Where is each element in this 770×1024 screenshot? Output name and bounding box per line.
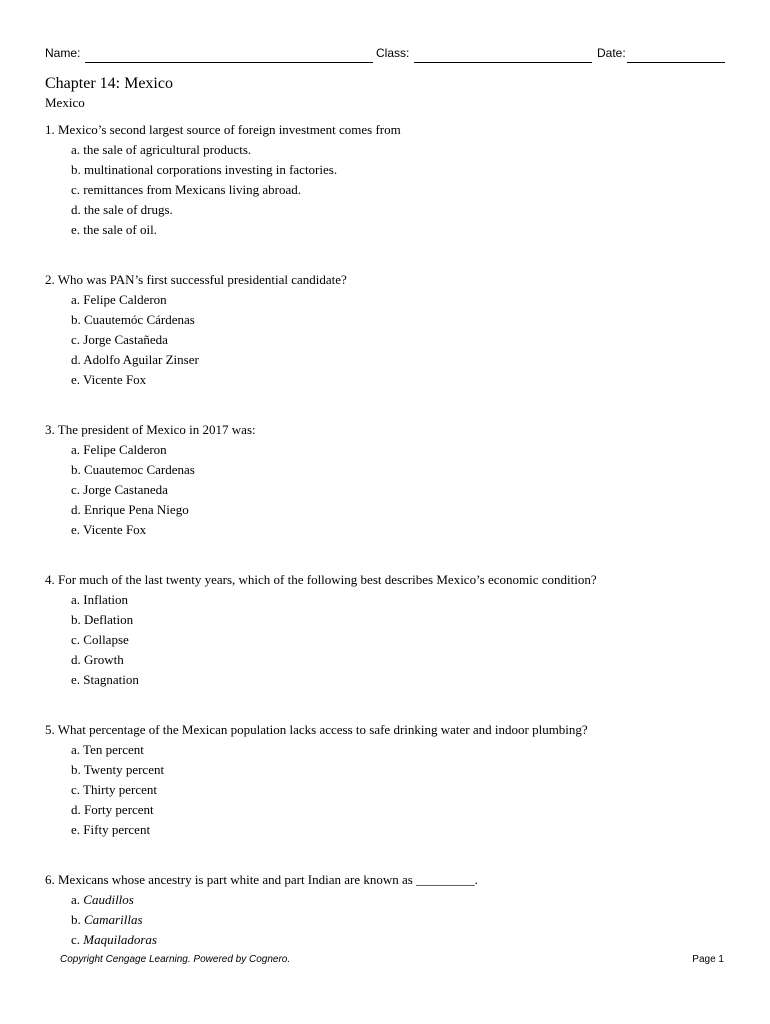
class-label: Class: [376,46,410,60]
option-b[interactable] [71,760,745,780]
option-a[interactable] [71,140,745,160]
option-a[interactable] [71,590,745,610]
option-letter: a. [71,142,81,157]
option-letter: c. [71,182,81,197]
option-letter: e. [71,372,81,387]
option-text: Stagnation [83,672,139,687]
question-text: 6. Mexicans whose ancestry is part white and part Indian are known as _________. [45,872,478,887]
option-d[interactable] [71,800,745,820]
worksheet-header [45,46,725,64]
option-text: multinational corporations investing in factories. [84,162,338,177]
option-text: Felipe Calderon [83,292,167,307]
option-letter: b. [71,762,81,777]
option-text: Maquiladoras [83,932,157,947]
option-text: remittances from Mexicans living abroad. [83,182,301,197]
option-a[interactable] [71,290,745,310]
option-letter: c. [71,782,81,797]
option-d[interactable] [71,500,745,520]
question-6 [45,872,745,950]
option-text: the sale of drugs. [84,202,173,217]
question-text: 5. What percentage of the Mexican population lacks access to safe drinking water and indoor plumbing? [45,722,588,737]
option-b[interactable] [71,160,745,180]
chapter-title: Chapter 14: Mexico [45,75,173,92]
option-a[interactable] [71,890,745,910]
option-c[interactable] [71,630,745,650]
option-letter: c. [71,932,81,947]
question-1 [45,122,745,240]
option-text: Adolfo Aguilar Zinser [83,352,199,367]
option-text: Cuautemoc Cardenas [84,462,195,477]
option-c[interactable] [71,780,745,800]
option-text: the sale of oil. [83,222,157,237]
option-b[interactable] [71,310,745,330]
option-text: Vicente Fox [83,522,147,537]
question-5 [45,722,745,840]
option-b[interactable] [71,610,745,630]
option-c[interactable] [71,180,745,200]
option-text: Vicente Fox [83,372,147,387]
option-c[interactable] [71,330,745,350]
question-text: 4. For much of the last twenty years, which of the following best describes Mexico’s economic condition? [45,572,597,587]
option-text: Camarillas [84,912,143,927]
option-b[interactable] [71,460,745,480]
option-text: Jorge Castaneda [83,482,168,497]
option-text: Ten percent [83,742,144,757]
option-e[interactable] [71,370,745,390]
option-e[interactable] [71,220,745,240]
option-text: Twenty percent [83,762,165,777]
option-letter: a. [71,742,81,757]
option-letter: c. [71,482,81,497]
option-letter: d. [71,352,81,367]
option-letter: d. [71,202,81,217]
option-text: Forty percent [84,802,154,817]
option-letter: a. [71,442,81,457]
option-letter: b. [71,612,81,627]
question-text: 2. Who was PAN’s first successful presidential candidate? [45,272,347,287]
option-text: Thirty percent [83,782,158,797]
option-text: Caudillos [83,892,134,907]
option-b[interactable] [71,910,745,930]
option-d[interactable] [71,200,745,220]
option-text: Collapse [83,632,129,647]
option-text: Jorge Castañeda [83,332,168,347]
option-text: Growth [84,652,124,667]
option-text: Deflation [84,612,134,627]
option-letter: d. [71,802,81,817]
option-c[interactable] [71,480,745,500]
page-number: Page 1 [692,954,724,965]
date-label: Date: [597,46,626,60]
option-text: Enrique Pena Niego [84,502,189,517]
option-e[interactable] [71,520,745,540]
option-c[interactable] [71,930,745,950]
footer-copyright: Copyright Cengage Learning. Powered by Cognero. [60,954,291,965]
option-letter: e. [71,672,81,687]
option-letter: b. [71,462,81,477]
option-letter: e. [71,822,81,837]
option-letter: d. [71,652,81,667]
option-letter: b. [71,312,81,327]
name-label: Name: [45,46,81,60]
option-letter: e. [71,522,81,537]
option-letter: a. [71,892,81,907]
option-letter: a. [71,292,81,307]
class-field-line[interactable] [414,62,592,63]
question-text: 1. Mexico’s second largest source of foreign investment comes from [45,122,401,137]
name-field-line[interactable] [85,62,373,63]
option-text: Felipe Calderon [83,442,167,457]
option-letter: c. [71,632,81,647]
option-letter: b. [71,162,81,177]
date-field-line[interactable] [627,62,725,63]
question-text: 3. The president of Mexico in 2017 was: [45,422,256,437]
option-letter: c. [71,332,81,347]
option-text: Cuautemóc Cárdenas [84,312,195,327]
option-text: Inflation [83,592,129,607]
option-letter: d. [71,502,81,517]
option-letter: a. [71,592,81,607]
option-d[interactable] [71,650,745,670]
option-e[interactable] [71,820,745,840]
option-text: the sale of agricultural products. [83,142,252,157]
option-letter: e. [71,222,81,237]
option-letter: b. [71,912,81,927]
question-4 [45,572,745,690]
chapter-subtitle: Mexico [45,95,85,110]
option-e[interactable] [71,670,745,690]
question-3 [45,422,745,540]
option-d[interactable] [71,350,745,370]
option-text: Fifty percent [83,822,151,837]
option-a[interactable] [71,440,745,460]
question-2 [45,272,745,390]
option-a[interactable] [71,740,745,760]
